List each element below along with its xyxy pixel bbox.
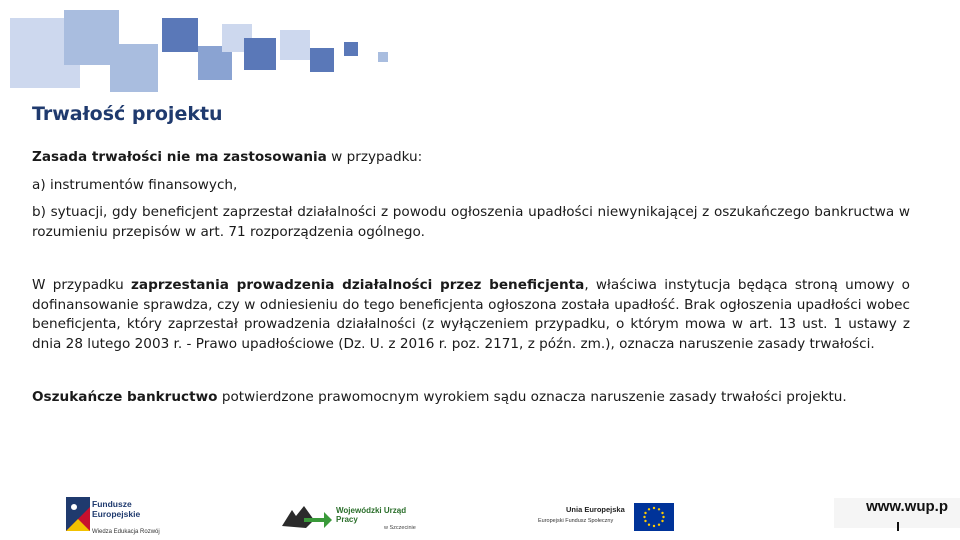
paragraph-rule-bold: Zasada trwałości nie ma zastosowania (32, 149, 327, 165)
wup-logo (280, 500, 430, 536)
decorative-squares (0, 0, 400, 100)
wup-sub: w Szczecinie (384, 525, 416, 531)
eu-name: Unia Europejska (566, 505, 625, 514)
paragraph-rule (32, 148, 910, 168)
paragraph-fraud-rest: potwierdzone prawomocnym wyrokiem sądu oznacza naruszenie zasady trwałości projektu. (217, 389, 847, 405)
fe-sub: Wiedza Edukacja Rozwój (92, 529, 160, 535)
paragraph-cessation (32, 276, 910, 354)
fe-line1: Fundusze (92, 499, 132, 509)
paragraph-cessation-pre: W przypadku (32, 277, 131, 293)
fe-line2: Europejskie (92, 509, 141, 519)
paragraph-cessation-bold: zaprzestania prowadzenia działalności przez beneficjenta (131, 277, 585, 293)
paragraph-fraud (32, 388, 910, 408)
paragraph-rule-rest: w przypadku: (326, 149, 423, 165)
url-truncated-glyph (897, 522, 899, 531)
page-title: Trwałość projektu (32, 103, 223, 125)
fundusze-europejskie-text (92, 499, 140, 519)
fundusze-europejskie-logo (66, 495, 176, 535)
wup-icon (280, 500, 332, 530)
paragraph-fraud-bold: Oszukańcze bankructwo (32, 389, 218, 405)
list-item-a: a) instrumentów finansowych, (32, 176, 238, 193)
list-item-b: b) sytuacji, gdy beneficjent zaprzestał działalności z powodu ogłoszenia upadłości niewynikającej z oszukańczego bankructwa w rozumieniu przepisów w art. 71 rozporządzenia ogólnego. (32, 204, 910, 240)
content-body (32, 148, 910, 408)
decorative-squares-graphic (0, 0, 400, 100)
footer-logos (0, 490, 960, 540)
eu-sub: Europejski Fundusz Społeczny (538, 518, 614, 524)
website-url[interactable]: www.wup.p (834, 498, 960, 528)
wup-name: Wojewódzki Urząd Pracy (336, 506, 407, 524)
fundusze-europejskie-icon (66, 497, 90, 531)
eu-logo (536, 501, 676, 533)
eu-flag-icon (634, 503, 674, 531)
paragraph-cessation-rest: , właściwa instytucja będąca stroną umowy o dofinansowanie sprawdza, czy w odniesieniu do tego beneficjenta ogłoszona została upadłość. Brak ogłoszenia upadłości wobec beneficjenta, który zaprzestał prowadzenia działalności (z wyłączeniem przypadku, o którym mowa w art. 13 ust. 1 ustawy z dnia 28 lutego 2003 r. - Prawo upadłościowe (Dz. U. z 2016 r. poz. 2171, z późn. zm.), oznacza naruszenie zasady trwałości. (32, 277, 910, 352)
